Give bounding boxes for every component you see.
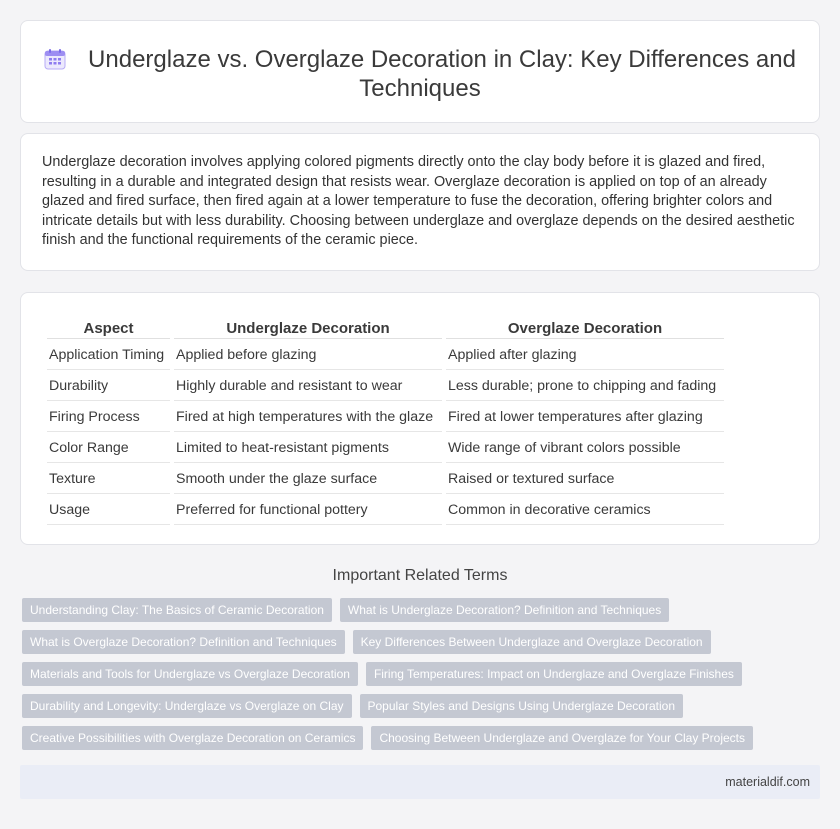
table-header-row	[47, 316, 724, 339]
related-term-link[interactable]: Firing Temperatures: Impact on Underglaze and Overglaze Finishes	[366, 662, 742, 686]
related-term-link[interactable]: What is Overglaze Decoration? Definition and Techniques	[22, 630, 345, 654]
table-cell: Wide range of vibrant colors possible	[446, 434, 724, 463]
table-cell: Less durable; prone to chipping and fading	[446, 372, 724, 401]
table-cell: Applied before glazing	[174, 341, 442, 370]
table-cell: Texture	[47, 465, 170, 494]
related-terms-heading: Important Related Terms	[332, 567, 508, 584]
page-title-line-1: Underglaze vs. Overglaze Decoration in Clay: Key Differences and	[88, 46, 796, 73]
comparison-card	[20, 292, 820, 545]
table-row	[47, 496, 724, 525]
table-row	[47, 372, 724, 401]
related-term-link[interactable]: Materials and Tools for Underglaze vs Overglaze Decoration	[22, 662, 358, 686]
table-cell: Fired at lower temperatures after glazing	[446, 403, 724, 432]
table-row	[47, 465, 724, 494]
header-aspect: Aspect	[47, 316, 170, 339]
table-cell: Highly durable and resistant to wear	[174, 372, 442, 401]
table-cell: Application Timing	[47, 341, 170, 370]
title-card	[20, 20, 820, 123]
table-cell: Color Range	[47, 434, 170, 463]
table-cell: Fired at high temperatures with the glaze	[174, 403, 442, 432]
related-term-link[interactable]: Understanding Clay: The Basics of Ceramic Decoration	[22, 598, 332, 622]
table-row	[47, 341, 724, 370]
table-cell: Smooth under the glaze surface	[174, 465, 442, 494]
table-cell: Applied after glazing	[446, 341, 724, 370]
table-cell: Firing Process	[47, 403, 170, 432]
table-cell: Common in decorative ceramics	[446, 496, 724, 525]
related-term-link[interactable]: Durability and Longevity: Underglaze vs Overglaze on Clay	[22, 694, 352, 718]
footer	[20, 765, 820, 799]
tag-row	[22, 694, 822, 718]
related-term-link[interactable]: What is Underglaze Decoration? Definition and Techniques	[340, 598, 669, 622]
related-term-link[interactable]: Key Differences Between Underglaze and Overglaze Decoration	[353, 630, 711, 654]
related-terms-list	[22, 598, 822, 758]
table-cell: Raised or textured surface	[446, 465, 724, 494]
table-cell: Durability	[47, 372, 170, 401]
tag-row	[22, 662, 822, 686]
intro-card	[20, 133, 820, 271]
header-overglaze: Overglaze Decoration	[446, 316, 724, 339]
header-underglaze: Underglaze Decoration	[174, 316, 442, 339]
tag-row	[22, 630, 822, 654]
intro-paragraph: Underglaze decoration involves applying colored pigments directly onto the clay body before it is glazed and fired, resulting in a durable and integrated design that resists wear. Overglaze decoration is applied on top of an already glazed and fired surface, then fired again at a lower temperature to fuse the decoration, offering brighter colors and intricate details but with less durability. Choosing between underglaze and overglaze depends on the desired aesthetic finish and the functional requirements of the ceramic piece.	[42, 154, 795, 248]
page-title	[21, 45, 819, 103]
table-cell: Limited to heat-resistant pigments	[174, 434, 442, 463]
related-term-link[interactable]: Choosing Between Underglaze and Overglaze for Your Clay Projects	[371, 726, 753, 750]
related-term-link[interactable]: Popular Styles and Designs Using Underglaze Decoration	[360, 694, 684, 718]
calendar-icon	[44, 48, 66, 70]
page-title-line-2: Techniques	[359, 75, 481, 102]
tag-row	[22, 726, 822, 750]
comparison-table	[43, 314, 728, 527]
table-row	[47, 434, 724, 463]
related-term-link[interactable]: Creative Possibilities with Overglaze Decoration on Ceramics	[22, 726, 363, 750]
tag-row	[22, 598, 822, 622]
table-cell: Usage	[47, 496, 170, 525]
table-cell: Preferred for functional pottery	[174, 496, 442, 525]
table-row	[47, 403, 724, 432]
site-name: materialdif.com	[725, 775, 810, 789]
